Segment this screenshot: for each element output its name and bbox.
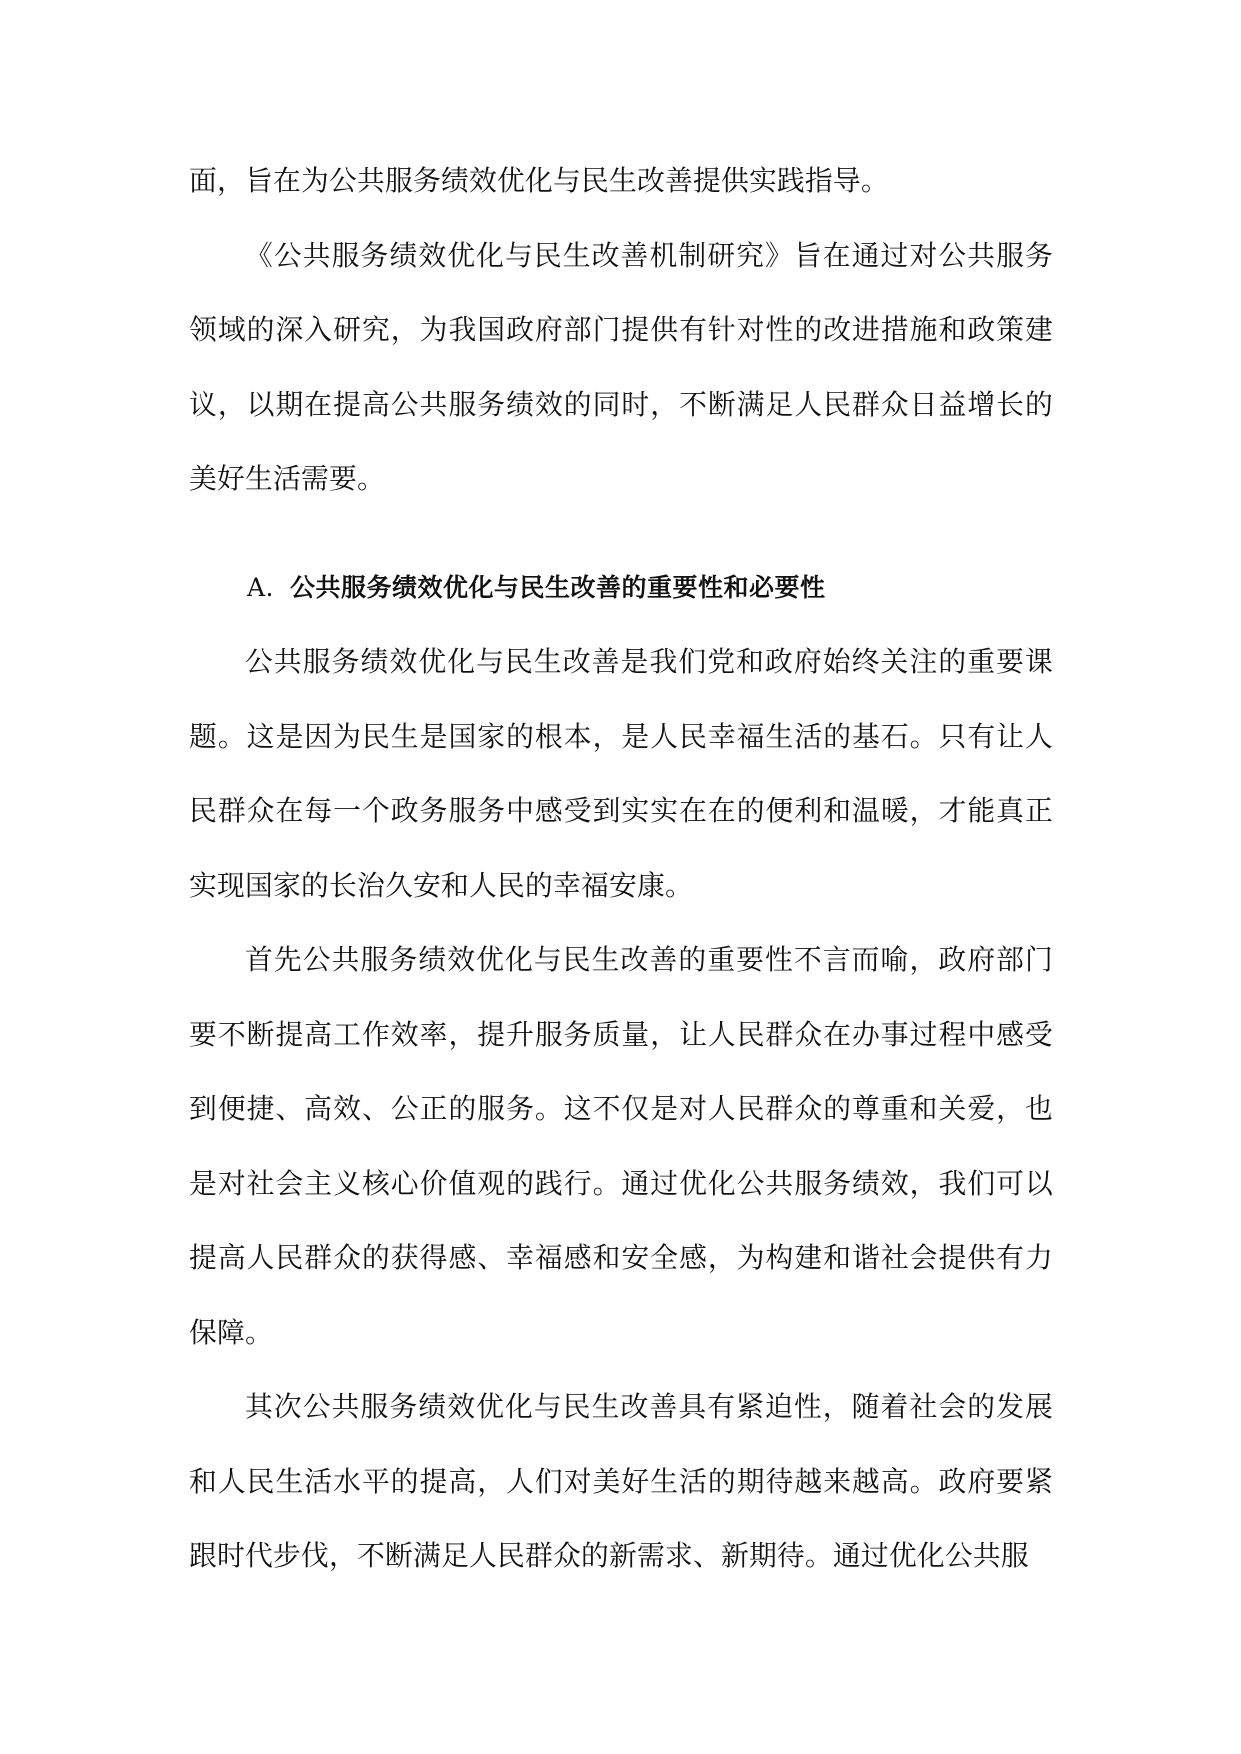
paragraph-importance-overview: 公共服务绩效优化与民生改善是我们党和政府始终关注的重要课题。这是因为民生是国家的根本，是人民幸福生活的基石。只有让人民群众在每一个政务服务中感受到实实在在的便利和温暖，才能真正实现国家的长治久安和人民的幸福安康。 (189, 645, 1053, 902)
section-heading (189, 551, 1053, 626)
document-body (189, 144, 1053, 1594)
paragraph-importance-first: 首先公共服务绩效优化与民生改善的重要性不言而喻，政府部门要不断提高工作效率，提升服务质量，让人民群众在办事过程中感受到便捷、高效、公正的服务。这不仅是对人民群众的尊重和关爱，也是对社会主义核心价值观的践行。通过优化公共服务绩效，我们可以提高人民群众的获得感、幸福感和安全感，为构建和谐社会提供有力保障。 (189, 943, 1053, 1349)
section-spacer (189, 517, 1053, 551)
section-title: 公共服务绩效优化与民生改善的重要性和必要性 (290, 572, 826, 602)
paragraph-urgency-second: 其次公共服务绩效优化与民生改善具有紧迫性，随着社会的发展和人民生活水平的提高，人们对美好生活的期待越来越高。政府要紧跟时代步伐，不断满足人民群众的新需求、新期待。通过优化公共服 (189, 1390, 1053, 1572)
section-label: A. (247, 572, 275, 602)
paragraph-continuation: 面，旨在为公共服务绩效优化与民生改善提供实践指导。 (189, 164, 889, 197)
paragraph-research-purpose: 《公共服务绩效优化与民生改善机制研究》旨在通过对公共服务领域的深入研究，为我国政府部门提供有针对性的改进措施和政策建议，以期在提高公共服务绩效的同时，不断满足人民群众日益增长的美好生活需要。 (189, 238, 1053, 495)
